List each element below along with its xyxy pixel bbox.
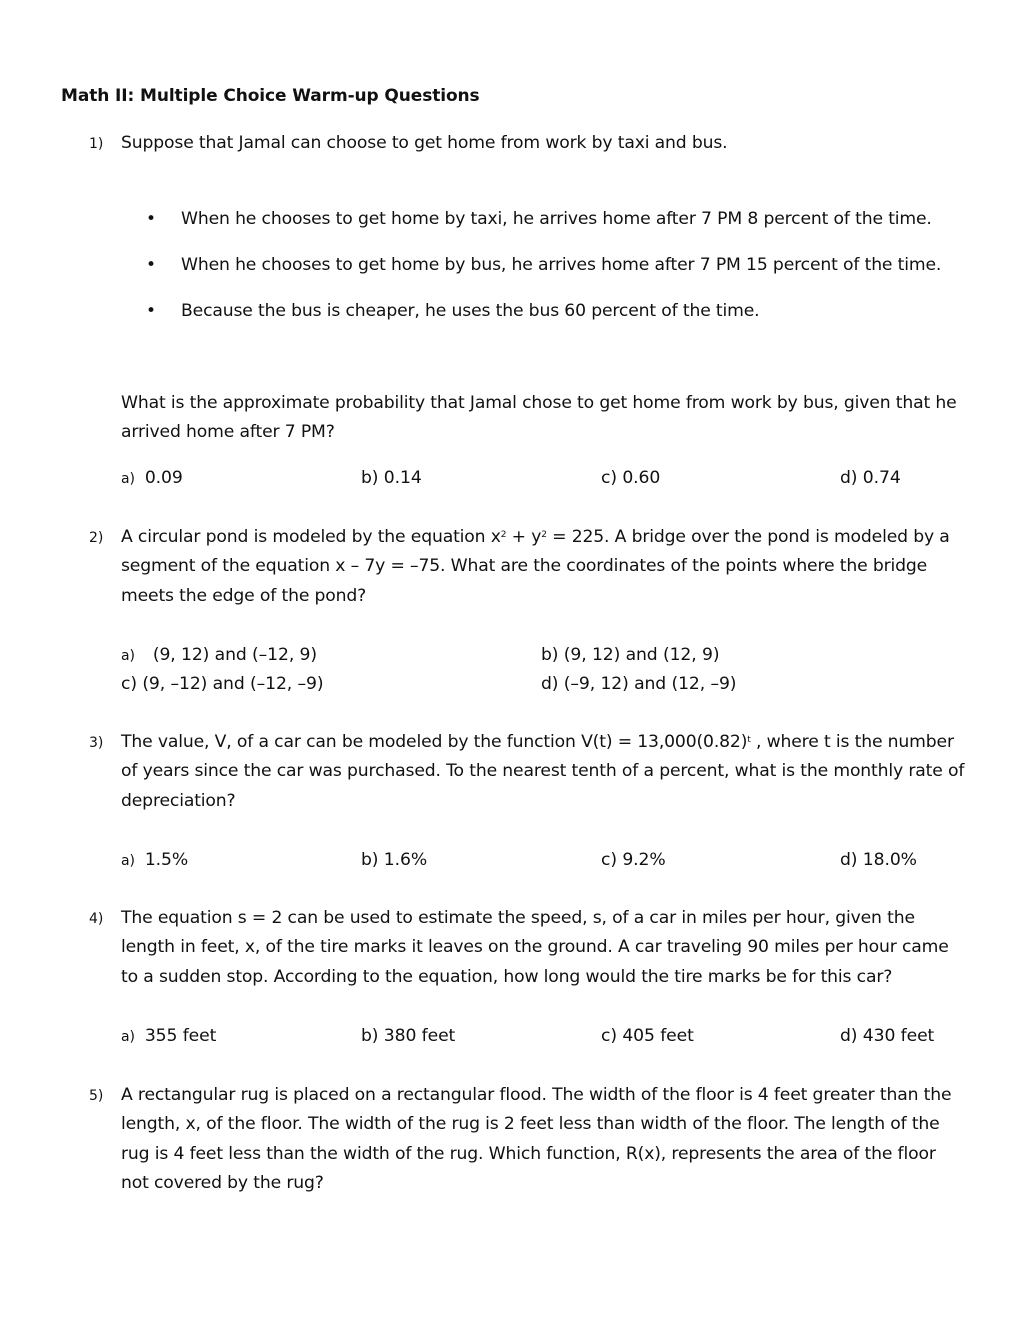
option-b: b) 380 feet [361, 1026, 456, 1046]
question-text-part: + y [506, 527, 542, 547]
question-prompt: What is the approximate probability that Jamal chose to get home from work by bus, given that he arrived home after 7 PM? [121, 393, 957, 443]
question-text: The equation s = 2 can be used to estimate the speed, s, of a car in miles per hour, given the length in feet, x, of the tire marks it leaves on the ground. A car traveling 90 miles per hour came to a sudden stop. According to the equation, how long would the tire marks be for this car? [121, 908, 949, 987]
question-text [121, 728, 966, 816]
page-title: Math II: Multiple Choice Warm-up Questions [61, 86, 480, 106]
bullet-text: When he chooses to get home by taxi, he arrives home after 7 PM 8 percent of the time. [181, 209, 932, 229]
bullet-icon: • [146, 209, 156, 229]
option-b: b) (9, 12) and (12, 9) [541, 645, 720, 665]
question-number: 5) [89, 1088, 104, 1104]
question-text-part: A circular pond is modeled by the equation x [121, 527, 501, 547]
option-c: c) 405 feet [601, 1026, 694, 1046]
option-d: d) 18.0% [840, 850, 917, 870]
question-number: 3) [89, 735, 104, 751]
option-a-text: 0.09 [144, 468, 183, 488]
option-a-label: a) [121, 648, 135, 664]
option-d: d) 430 feet [840, 1026, 935, 1046]
option-a-label: a) [121, 471, 135, 487]
question-text-part: , where t is the number of years since the car was purchased. To the nearest tenth of a percent, what is the monthly rate of depreciation? [121, 732, 965, 811]
bullet-icon: • [146, 301, 156, 321]
option-a-label: a) [121, 1029, 135, 1045]
option-a [121, 846, 188, 876]
bullet-text: Because the bus is cheaper, he uses the bus 60 percent of the time. [181, 301, 760, 321]
exponent: 2 [541, 530, 547, 540]
option-a-text: (9, 12) and (–12, 9) [152, 645, 317, 665]
bullet-item [146, 251, 981, 280]
bullet-item [146, 297, 981, 326]
option-a-label: a) [121, 853, 135, 869]
bullet-item [146, 205, 981, 234]
option-b: b) 0.14 [361, 468, 422, 488]
option-a [121, 464, 183, 494]
option-c: c) 0.60 [601, 468, 661, 488]
option-d: d) (–9, 12) and (12, –9) [541, 674, 737, 694]
option-c: c) (9, –12) and (–12, –9) [121, 674, 324, 694]
question-text: Suppose that Jamal can choose to get home from work by taxi and bus. [121, 133, 728, 153]
question-text-part: The value, V, of a car can be modeled by the function V(t) = 13,000(0.82) [121, 732, 748, 752]
question-text [121, 523, 966, 611]
question-text-part: = 225. A bridge over the pond is modeled by a segment of the equation x – 7y = –75. What are the coordinates of the points where the bridge meets the edge of the pond? [121, 527, 950, 606]
option-a [121, 1022, 216, 1052]
option-d: d) 0.74 [840, 468, 901, 488]
option-a-text: 355 feet [144, 1026, 217, 1046]
exponent: 2 [500, 530, 507, 540]
bullet-text: When he chooses to get home by bus, he arrives home after 7 PM 15 percent of the time. [181, 255, 942, 275]
question-number: 4) [89, 911, 104, 927]
question-text: A rectangular rug is placed on a rectangular flood. The width of the floor is 4 feet greater than the length, x, of the floor. The width of the rug is 2 feet less than width of the floor. The length of the rug is 4 feet less than the width of the rug. Which function, R(x), represents the area of the floor not covered by the rug? [121, 1085, 952, 1193]
question-number: 2) [89, 530, 104, 546]
option-a [121, 641, 317, 671]
question-number: 1) [89, 136, 104, 152]
option-a-text: 1.5% [144, 850, 189, 870]
exponent: t [747, 735, 751, 745]
option-c: c) 9.2% [601, 850, 666, 870]
bullet-icon: • [146, 255, 156, 275]
option-b: b) 1.6% [361, 850, 428, 870]
